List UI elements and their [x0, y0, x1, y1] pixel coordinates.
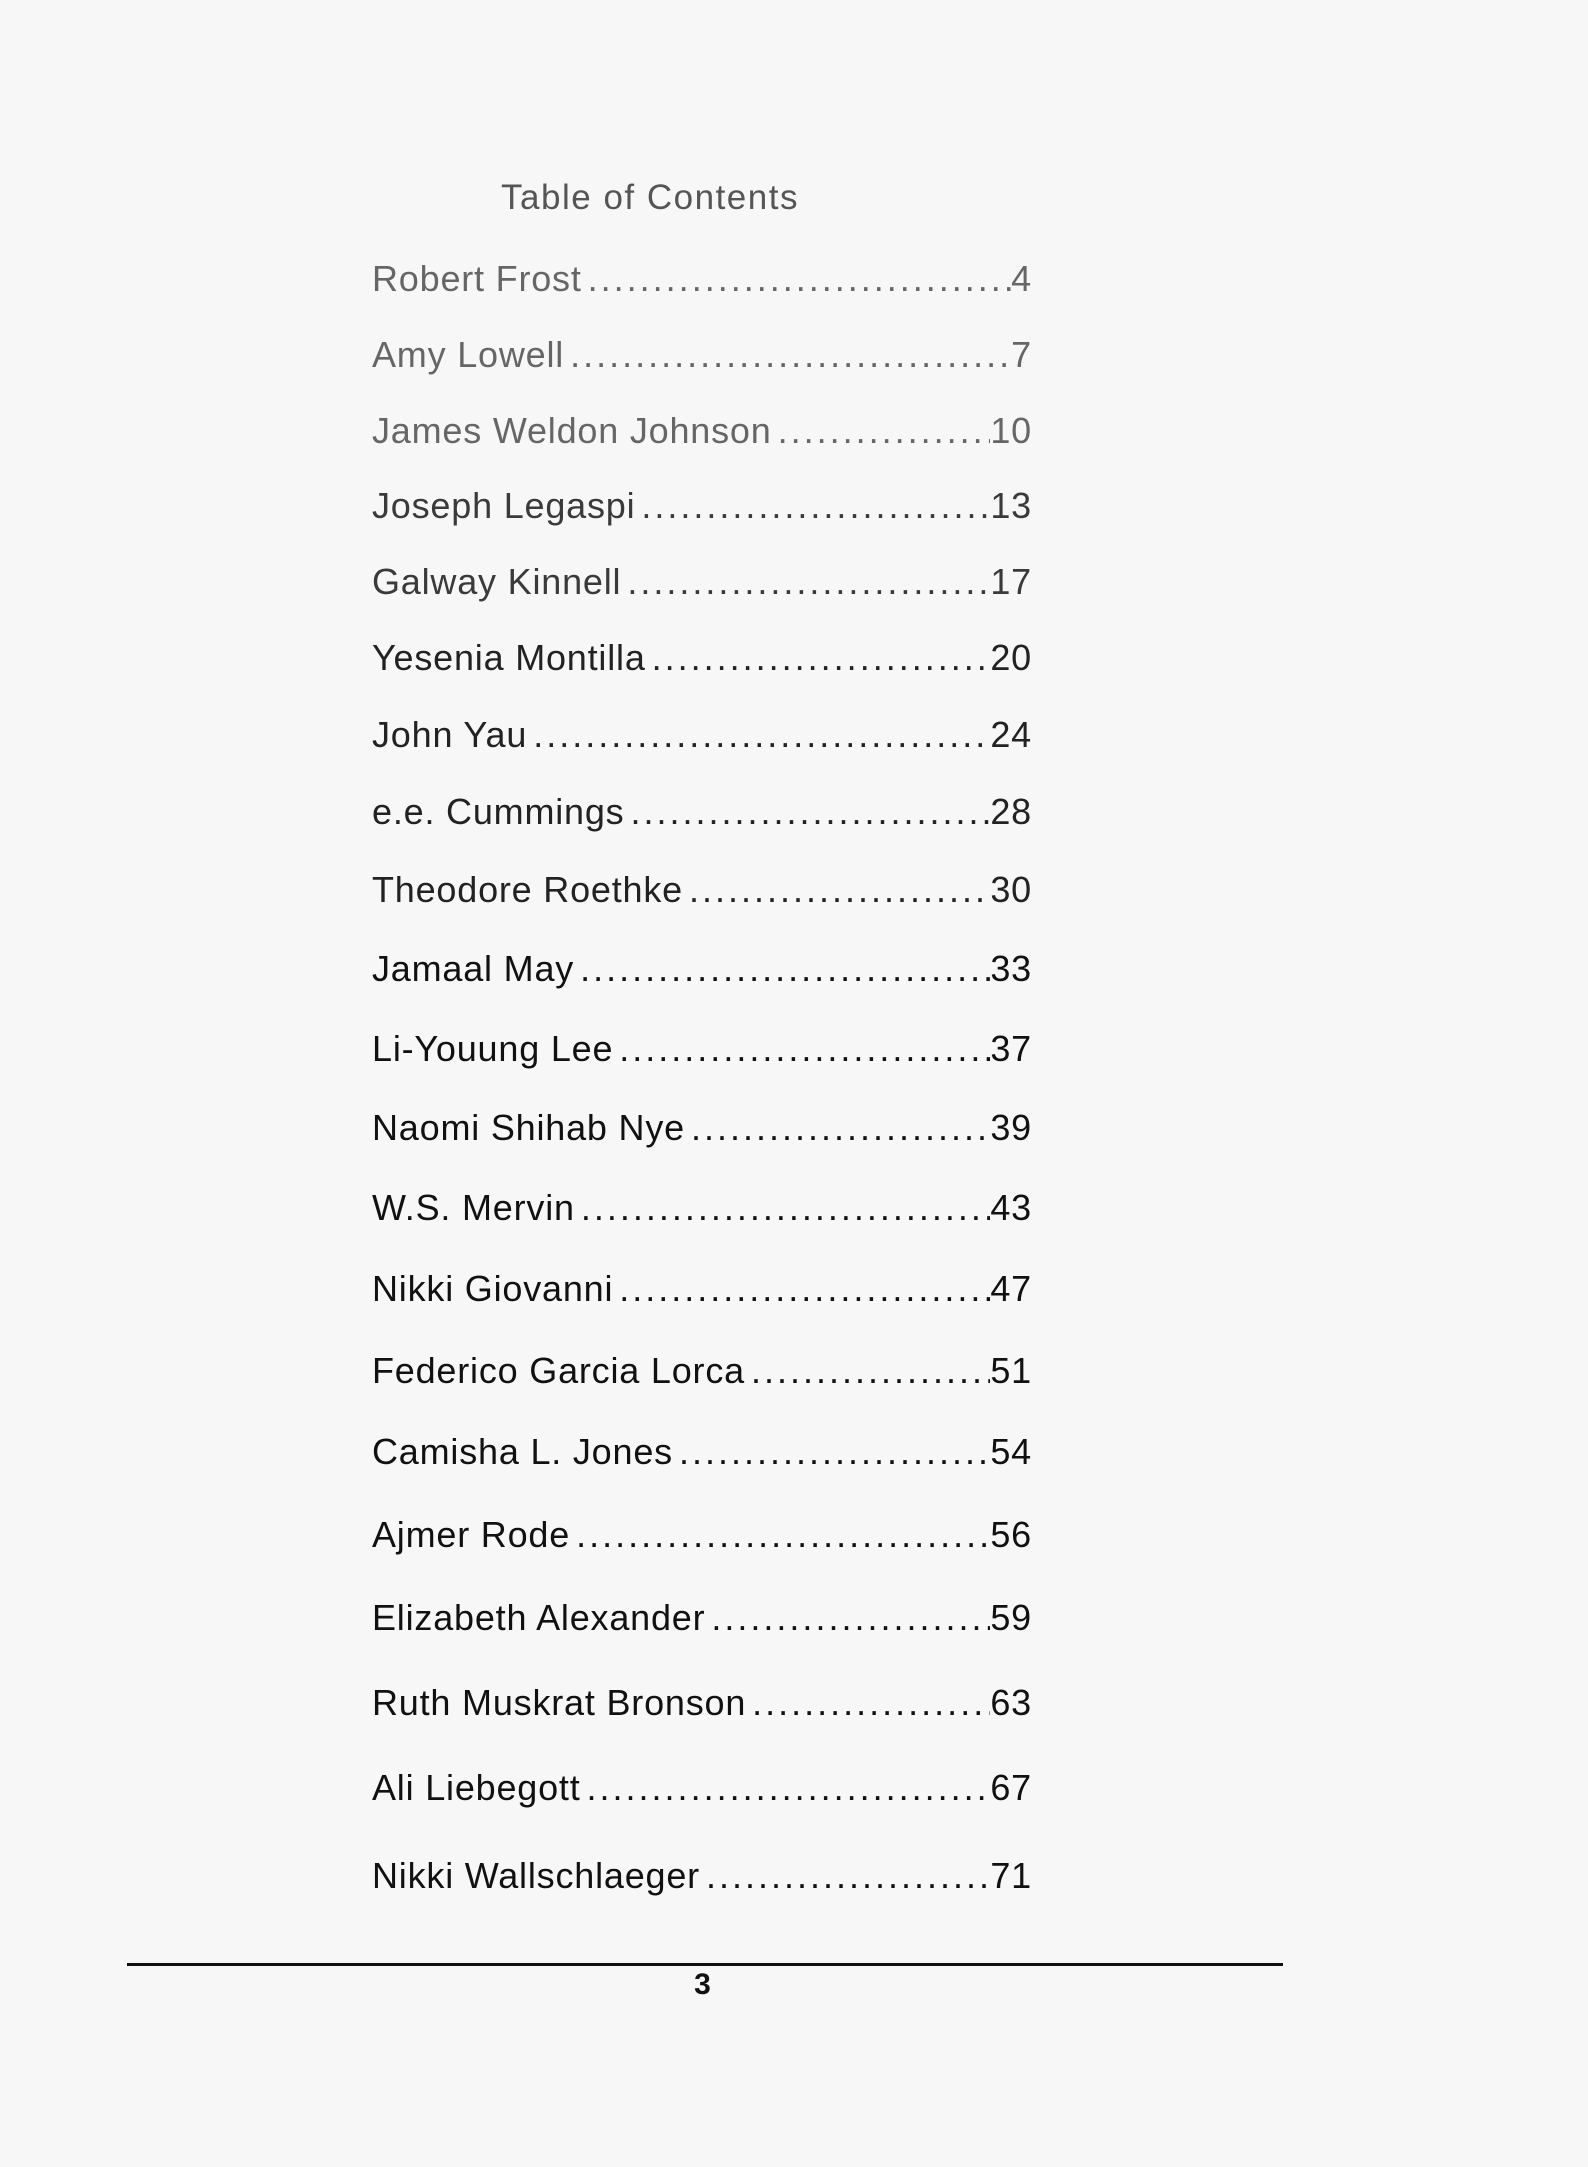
toc-author: Elizabeth Alexander [372, 1597, 706, 1638]
toc-dot-leader [652, 637, 991, 679]
toc-entry[interactable] [372, 561, 1032, 603]
toc-author: Nikki Wallschlaeger [372, 1855, 700, 1896]
toc-entry[interactable] [372, 410, 1032, 452]
toc-page-number: 13 [990, 485, 1032, 526]
toc-page-number: 7 [1011, 334, 1032, 375]
toc-page-number: 17 [990, 561, 1032, 602]
toc-page-number: 28 [990, 791, 1032, 832]
toc-page-number: 30 [990, 869, 1032, 910]
toc-entry[interactable] [372, 869, 1032, 911]
toc-entry[interactable] [372, 1767, 1032, 1809]
toc-author: Federico Garcia Lorca [372, 1350, 745, 1391]
toc-author: Yesenia Montilla [372, 637, 646, 678]
toc-entry[interactable] [372, 1431, 1032, 1473]
toc-page-number: 63 [990, 1682, 1032, 1723]
toc-dot-leader [679, 1431, 990, 1473]
toc-entry[interactable] [372, 637, 1032, 679]
toc-dot-leader [581, 1187, 991, 1229]
toc-dot-leader [751, 1350, 990, 1392]
toc-entry[interactable] [372, 485, 1032, 527]
toc-author: John Yau [372, 714, 528, 755]
page-title: Table of Contents [501, 178, 799, 217]
toc-entry[interactable] [372, 1597, 1032, 1639]
toc-page-number: 67 [990, 1767, 1032, 1808]
toc-author: Joseph Legaspi [372, 485, 636, 526]
toc-page-number: 47 [990, 1268, 1032, 1309]
toc-page-number: 37 [990, 1028, 1032, 1069]
toc-author: Robert Frost [372, 258, 582, 299]
toc-page-number: 39 [990, 1107, 1032, 1148]
toc-page-number: 43 [990, 1187, 1032, 1228]
toc-dot-leader [619, 1028, 990, 1070]
toc-entry[interactable] [372, 1682, 1032, 1724]
toc-author: Ali Liebegott [372, 1767, 581, 1808]
toc-entry[interactable] [372, 258, 1032, 300]
toc-entry[interactable] [372, 1107, 1032, 1149]
toc-page-number: 51 [990, 1350, 1032, 1391]
toc-dot-leader [706, 1855, 990, 1897]
toc-page-number: 59 [990, 1597, 1032, 1638]
toc-author: Camisha L. Jones [372, 1431, 673, 1472]
toc-page-number: 54 [990, 1431, 1032, 1472]
toc-entry[interactable] [372, 948, 1032, 990]
toc-author: e.e. Cummings [372, 791, 625, 832]
toc-author: Li-Youung Lee [372, 1028, 614, 1069]
toc-dot-leader [752, 1682, 990, 1724]
toc-author: W.S. Mervin [372, 1187, 575, 1228]
toc-author: Naomi Shihab Nye [372, 1107, 685, 1148]
toc-dot-leader [641, 485, 990, 527]
toc-entry[interactable] [372, 1514, 1032, 1556]
toc-author: Theodore Roethke [372, 869, 683, 910]
toc-author: Galway Kinnell [372, 561, 622, 602]
toc-page-number: 33 [990, 948, 1032, 989]
toc-author: Ruth Muskrat Bronson [372, 1682, 747, 1723]
toc-entry[interactable] [372, 1028, 1032, 1070]
toc-page-number: 24 [990, 714, 1032, 755]
toc-page-number: 20 [990, 637, 1032, 678]
toc-entry[interactable] [372, 714, 1032, 756]
toc-page-number: 56 [990, 1514, 1032, 1555]
toc-dot-leader [619, 1268, 990, 1310]
toc-author: James Weldon Johnson [372, 410, 772, 451]
toc-dot-leader [587, 1767, 991, 1809]
toc-dot-leader [576, 1514, 990, 1556]
toc-dot-leader [631, 791, 991, 833]
toc-dot-leader [588, 258, 1012, 300]
toc-dot-leader [689, 869, 990, 911]
toc-entry[interactable] [372, 1855, 1032, 1897]
toc-author: Amy Lowell [372, 334, 565, 375]
toc-entry[interactable] [372, 791, 1032, 833]
toc-dot-leader [580, 948, 990, 990]
toc-dot-leader [627, 561, 990, 603]
toc-dot-leader [711, 1597, 990, 1639]
toc-author: Jamaal May [372, 948, 575, 989]
toc-dot-leader [778, 410, 991, 452]
toc-entry[interactable] [372, 1268, 1032, 1310]
toc-dot-leader [691, 1107, 990, 1149]
toc-author: Ajmer Rode [372, 1514, 571, 1555]
toc-dot-leader [570, 334, 1011, 376]
footer-divider [127, 1963, 1283, 1966]
toc-entry[interactable] [372, 1350, 1032, 1392]
toc-author: Nikki Giovanni [372, 1268, 614, 1309]
toc-dot-leader [533, 714, 990, 756]
page-number: 3 [694, 1968, 711, 2001]
toc-entry[interactable] [372, 1187, 1032, 1229]
toc-entry[interactable] [372, 334, 1032, 376]
toc-page-number: 4 [1011, 258, 1032, 299]
toc-page-number: 10 [990, 410, 1032, 451]
toc-page-number: 71 [990, 1855, 1032, 1896]
